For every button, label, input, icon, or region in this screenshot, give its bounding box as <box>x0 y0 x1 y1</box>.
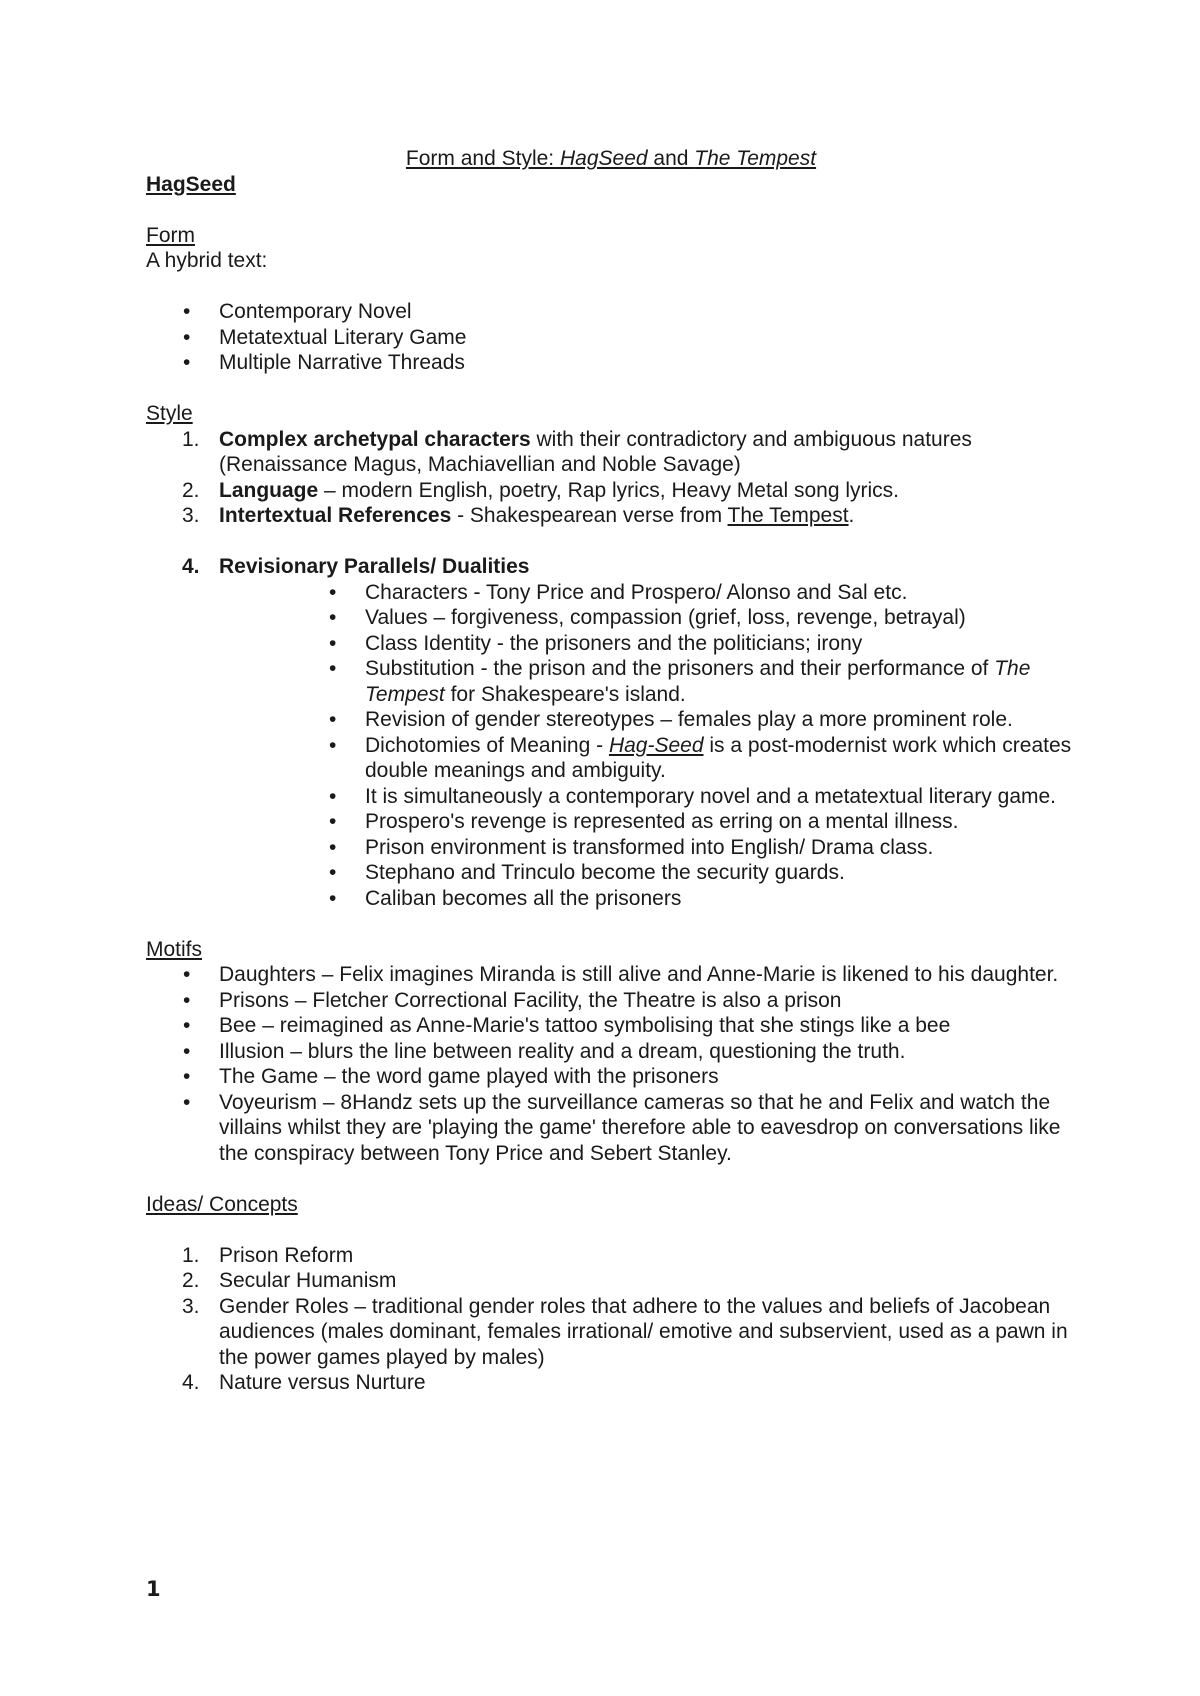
list-item: • Prisons – Fletcher Correctional Facility, the Theatre is also a prison <box>146 988 1076 1014</box>
tempest-reference: The Tempest <box>727 504 849 527</box>
list-item <box>146 1243 1076 1269</box>
style-list-continued <box>146 554 1076 580</box>
list-item: • Metatextual Literary Game <box>146 325 1076 351</box>
list-item-text: Substitution - the prison and the prisoners and their performance of <box>365 657 995 680</box>
list-item: • Prison environment is transformed into English/ Drama class. <box>146 835 1076 861</box>
list-item <box>146 554 1076 580</box>
list-item <box>146 733 1076 784</box>
page-number: 1 <box>146 1577 161 1601</box>
list-item: • Values – forgiveness, compassion (grief, loss, revenge, betrayal) <box>146 605 1076 631</box>
form-heading: Form <box>146 223 195 247</box>
list-item-text: Nature versus Nurture <box>219 1371 426 1394</box>
style-heading: Style <box>146 402 193 425</box>
list-item: • Contemporary Novel <box>146 299 1076 325</box>
form-intro: A hybrid text: <box>146 249 268 272</box>
list-item-italic: Hag-Seed <box>608 733 704 757</box>
list-number: 4. <box>182 1371 200 1394</box>
list-number: 1. <box>182 1243 200 1267</box>
list-item <box>146 478 1076 504</box>
document-content <box>146 146 1076 1396</box>
list-item: • Caliban becomes all the prisoners <box>146 886 1076 912</box>
list-item-text: . <box>848 504 855 527</box>
page-title <box>146 146 1076 172</box>
list-item <box>146 1370 1076 1396</box>
list-item-text: Prison Reform <box>219 1243 354 1267</box>
list-item <box>146 1268 1076 1294</box>
list-item: • The Game – the word game played with the prisoners <box>146 1064 1076 1090</box>
list-item: • Voyeurism – 8Handz sets up the surveillance cameras so that he and Felix and watch the villains whilst they are 'playing the game' therefore able to eavesdrop on conversations like the conspiracy between Tony Price and Sebert Stanley. <box>146 1090 1076 1167</box>
list-item-text: Gender Roles – traditional gender roles that adhere to the values and beliefs of Jacobean audiences (males dominant, females irrational/ emotive and subservient, used as a pawn in the power games played by males) <box>219 1294 1068 1369</box>
motifs-list <box>146 962 1076 1166</box>
list-item: • Multiple Narrative Threads <box>146 350 1076 376</box>
list-number: 3. <box>182 1294 200 1318</box>
list-item: • Illusion – blurs the line between reality and a dream, questioning the truth. <box>146 1039 1076 1065</box>
list-item: • Class Identity - the prisoners and the politicians; irony <box>146 631 1076 657</box>
style-list <box>146 427 1076 529</box>
title-and: and <box>647 147 695 170</box>
list-item-text: - Shakespearean verse from <box>451 504 728 527</box>
list-number: 3. <box>182 504 200 527</box>
list-item: • Prospero's revenge is represented as erring on a mental illness. <box>146 809 1076 835</box>
list-item <box>146 503 1076 529</box>
list-item <box>146 656 1076 707</box>
ideas-list <box>146 1243 1076 1396</box>
list-number: 2. <box>182 478 200 502</box>
list-item-text: Secular Humanism <box>219 1269 397 1292</box>
ideas-heading: Ideas/ Concepts <box>146 1192 298 1216</box>
list-item-bold: Language <box>219 478 319 502</box>
list-item: • Revision of gender stereotypes – females play a more prominent role. <box>146 707 1076 733</box>
list-item-bold: Intertextual References <box>219 504 452 527</box>
list-item-text: Dichotomies of Meaning - <box>365 733 609 757</box>
list-item <box>146 427 1076 478</box>
section-heading-hagseed: HagSeed <box>146 172 236 196</box>
list-number: 1. <box>182 427 200 451</box>
list-item: • It is simultaneously a contemporary novel and a metatextual literary game. <box>146 784 1076 810</box>
title-book-hagseed: HagSeed <box>559 147 648 170</box>
list-number: 2. <box>182 1269 200 1292</box>
list-item: • Characters - Tony Price and Prospero/ Alonso and Sal etc. <box>146 580 1076 606</box>
title-prefix: Form and Style: <box>405 147 560 170</box>
title-book-tempest: The Tempest <box>694 147 817 170</box>
list-item-text: with their contradictory and ambiguous natures (Renaissance Magus, Machiavellian and Noble Savage) <box>219 427 972 476</box>
form-list <box>146 299 1076 376</box>
list-item <box>146 1294 1076 1371</box>
parallels-list <box>146 580 1076 912</box>
list-item-text: for Shakespeare's island. <box>444 682 686 706</box>
list-item-bold: Complex archetypal characters <box>219 427 531 451</box>
list-item-text: is a post-modernist work which creates double meanings and ambiguity. <box>365 733 1072 782</box>
list-item-italic: The Tempest <box>365 657 1031 706</box>
motifs-heading: Motifs <box>146 937 203 961</box>
list-item-text: – modern English, poetry, Rap lyrics, Heavy Metal song lyrics. <box>318 478 900 502</box>
list-item: • Bee – reimagined as Anne-Marie's tattoo symbolising that she stings like a bee <box>146 1013 1076 1039</box>
list-item-bold: Revisionary Parallels/ Dualities <box>219 555 530 578</box>
list-number: 4. <box>182 555 200 578</box>
list-item: • Daughters – Felix imagines Miranda is still alive and Anne-Marie is likened to his daughter. <box>146 962 1076 988</box>
list-item: • Stephano and Trinculo become the security guards. <box>146 860 1076 886</box>
